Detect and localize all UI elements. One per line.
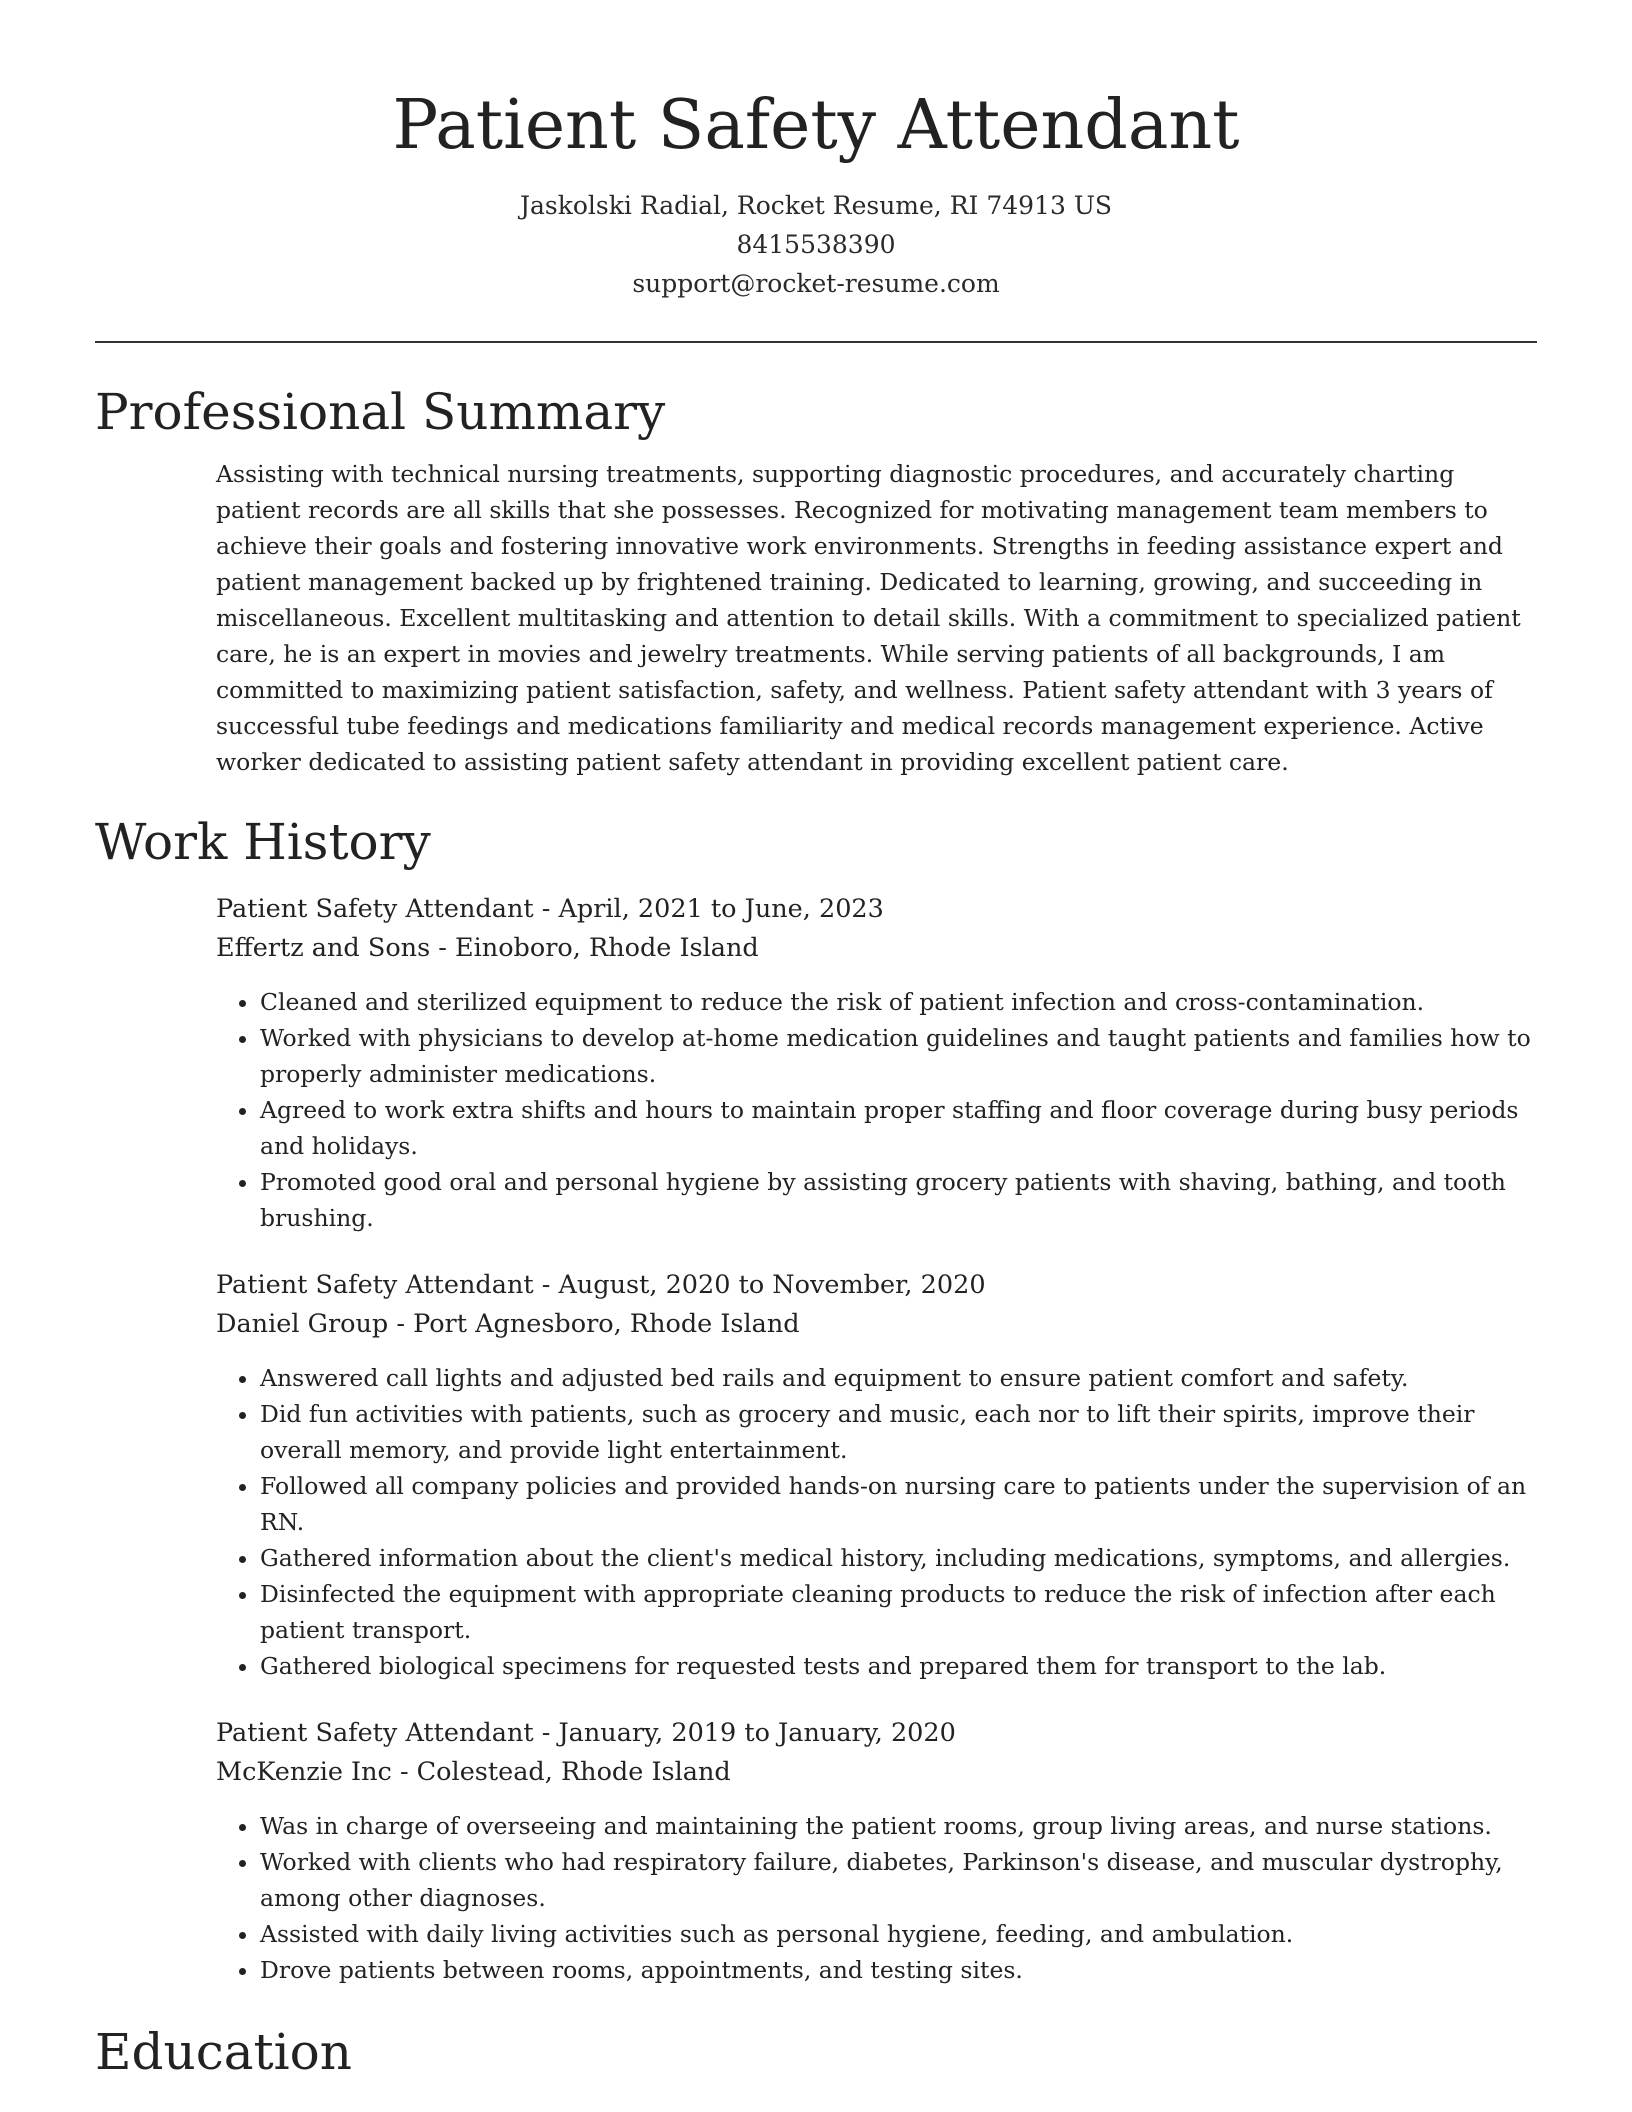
job-company-line: [216, 1753, 1536, 1792]
address-line: Jaskolski Radial, Rocket Resume, RI 74913 US: [519, 191, 1113, 220]
summary-text: Assisting with technical nursing treatments, supporting diagnostic procedures, and accurately charting patient records are all skills that she possesses. Recognized for motivating management team members to achieve their goals and fostering innovative work environments. Strengths in feeding assistance expert and patient management backed up by frightened training. Dedicated to learning, growing, and succeeding in miscellaneous. Excellent multitasking and attention to detail skills. With a commitment to specialized patient care, he is an expert in movies and jewelry treatments. While serving patients of all backgrounds, I am committed to maximizing patient satisfaction, safety, and wellness. Patient safety attendant with 3 years of successful tube feedings and medications familiarity and medical records management experience. Active worker dedicated to assisting patient safety attendant in providing excellent patient care.: [216, 460, 1521, 776]
job-bullet-list: [216, 1808, 1536, 1988]
job-dates: - August, 2020 to November, 2020: [533, 1270, 986, 1300]
list-item: • Drove patients between rooms, appointments, and testing sites.: [260, 1952, 1536, 1988]
job-entry: [216, 890, 1536, 1236]
summary-body: [216, 456, 1536, 780]
candidate-name: Patient Safety Attendant: [392, 86, 1240, 165]
summary-section: [95, 382, 1537, 780]
job-company: Daniel Group: [216, 1309, 389, 1339]
job-title-line: [216, 1714, 1536, 1753]
job-company-line: [216, 1305, 1536, 1344]
work-history-section: [95, 812, 1537, 1988]
header-divider: [95, 341, 1537, 343]
list-item: • Was in charge of overseeing and maintaining the patient rooms, group living areas, and nurse stations.: [260, 1808, 1536, 1844]
work-history-body: [216, 890, 1536, 1988]
list-item: • Answered call lights and adjusted bed rails and equipment to ensure patient comfort and safety.: [260, 1360, 1536, 1396]
job-dates: - January, 2019 to January, 2020: [533, 1718, 956, 1748]
job-title: Patient Safety Attendant: [216, 1270, 534, 1300]
job-company: Effertz and Sons: [216, 933, 431, 963]
list-item: • Assisted with daily living activities such as personal hygiene, feeding, and ambulation.: [260, 1916, 1536, 1952]
job-company: McKenzie Inc: [216, 1757, 392, 1787]
job-title-line: [216, 1266, 1536, 1305]
list-item: • Gathered biological specimens for requested tests and prepared them for transport to the lab.: [260, 1648, 1536, 1684]
job-location: - Colestead, Rhode Island: [391, 1757, 731, 1787]
email-line: support@rocket-resume.com: [632, 269, 1000, 298]
work-history-heading: Work History: [95, 813, 431, 871]
phone-line: 8415538390: [736, 230, 896, 259]
education-section: [95, 2022, 352, 2082]
list-item: • Did fun activities with patients, such as grocery and music, each nor to lift their spirits, improve their overall memory, and provide light entertainment.: [260, 1396, 1536, 1468]
job-title-line: [216, 890, 1536, 929]
list-item: • Worked with clients who had respiratory failure, diabetes, Parkinson's disease, and muscular dystrophy, among other diagnoses.: [260, 1844, 1536, 1916]
list-item: • Disinfected the equipment with appropriate cleaning products to reduce the risk of infection after each patient transport.: [260, 1576, 1536, 1648]
list-item: • Cleaned and sterilized equipment to reduce the risk of patient infection and cross-contamination.: [260, 984, 1536, 1020]
job-bullet-list: [216, 984, 1536, 1236]
list-item: • Promoted good oral and personal hygiene by assisting grocery patients with shaving, bathing, and tooth brushing.: [260, 1164, 1536, 1236]
job-entry: [216, 1714, 1536, 1988]
job-location: - Port Agnesboro, Rhode Island: [388, 1309, 800, 1339]
job-company-line: [216, 929, 1536, 968]
job-entry: [216, 1266, 1536, 1684]
list-item: • Agreed to work extra shifts and hours to maintain proper staffing and floor coverage during busy periods and holidays.: [260, 1092, 1536, 1164]
job-bullet-list: [216, 1360, 1536, 1684]
summary-heading: Professional Summary: [95, 383, 666, 441]
job-location: - Einoboro, Rhode Island: [430, 933, 759, 963]
resume-header: [0, 0, 1632, 303]
job-dates: - April, 2021 to June, 2023: [533, 894, 884, 924]
list-item: • Worked with physicians to develop at-home medication guidelines and taught patients and families how to properly administer medications.: [260, 1020, 1536, 1092]
list-item: • Gathered information about the client's medical history, including medications, symptoms, and allergies.: [260, 1540, 1536, 1576]
list-item: • Followed all company policies and provided hands-on nursing care to patients under the supervision of an RN.: [260, 1468, 1536, 1540]
education-heading: Education: [95, 2023, 352, 2081]
job-title: Patient Safety Attendant: [216, 1718, 534, 1748]
job-title: Patient Safety Attendant: [216, 894, 534, 924]
